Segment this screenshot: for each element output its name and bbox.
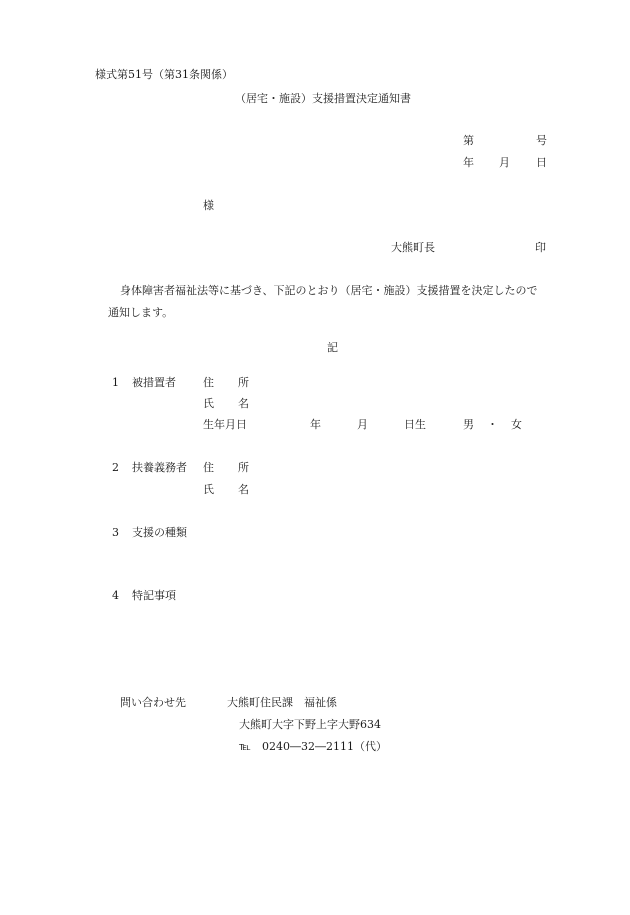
form-number: 様式第51号（第31条関係）: [95, 68, 233, 81]
item1-sex-separator: ・: [487, 418, 498, 431]
item1-name-label-a: 氏: [203, 397, 214, 410]
item3-label: 支援の種類: [132, 526, 187, 539]
item3-number: 3: [112, 526, 119, 539]
addressee-honorific: 様: [203, 199, 214, 212]
seal-mark: 印: [535, 241, 546, 254]
number-dai: 第: [463, 134, 474, 147]
contact-tel: 0240―32―2111（代）: [262, 740, 387, 753]
date-year: 年: [463, 156, 474, 169]
body-line-2: 通知します。: [108, 306, 174, 319]
number-go: 号: [536, 134, 547, 147]
item2-label: 扶養義務者: [132, 461, 187, 474]
item1-number: 1: [112, 376, 119, 389]
contact-tel-label: ℡: [239, 740, 251, 753]
document-title: （居宅・施設）支援措置決定通知書: [235, 92, 411, 105]
item1-sex-male: 男: [463, 418, 474, 431]
item2-name-label-b: 名: [238, 483, 249, 496]
item1-label: 被措置者: [132, 376, 176, 389]
sender-name: 大熊町長: [391, 241, 435, 254]
item1-birth-label: 生年月日: [203, 418, 247, 431]
item4-number: 4: [112, 589, 119, 602]
item1-address-label-b: 所: [238, 376, 249, 389]
item1-address-label-a: 住: [203, 376, 214, 389]
item1-birth-month: 月: [357, 418, 368, 431]
contact-address: 大熊町大字下野上字大野634: [239, 718, 381, 731]
item2-address-label-b: 所: [238, 461, 249, 474]
item1-name-label-b: 名: [238, 397, 249, 410]
date-month: 月: [499, 156, 510, 169]
item2-address-label-a: 住: [203, 461, 214, 474]
contact-office: 大熊町住民課 福祉係: [227, 696, 337, 709]
contact-label: 問い合わせ先: [120, 696, 186, 709]
item2-number: 2: [112, 461, 119, 474]
date-day: 日: [536, 156, 547, 169]
item2-name-label-a: 氏: [203, 483, 214, 496]
item1-birth-day: 日生: [404, 418, 426, 431]
item1-birth-year: 年: [310, 418, 321, 431]
ki-heading: 記: [327, 341, 338, 354]
body-line-1: 身体障害者福祉法等に基づき、下記のとおり（居宅・施設）支援措置を決定したので: [120, 284, 538, 297]
item4-label: 特記事項: [132, 589, 176, 602]
item1-sex-female: 女: [511, 418, 522, 431]
